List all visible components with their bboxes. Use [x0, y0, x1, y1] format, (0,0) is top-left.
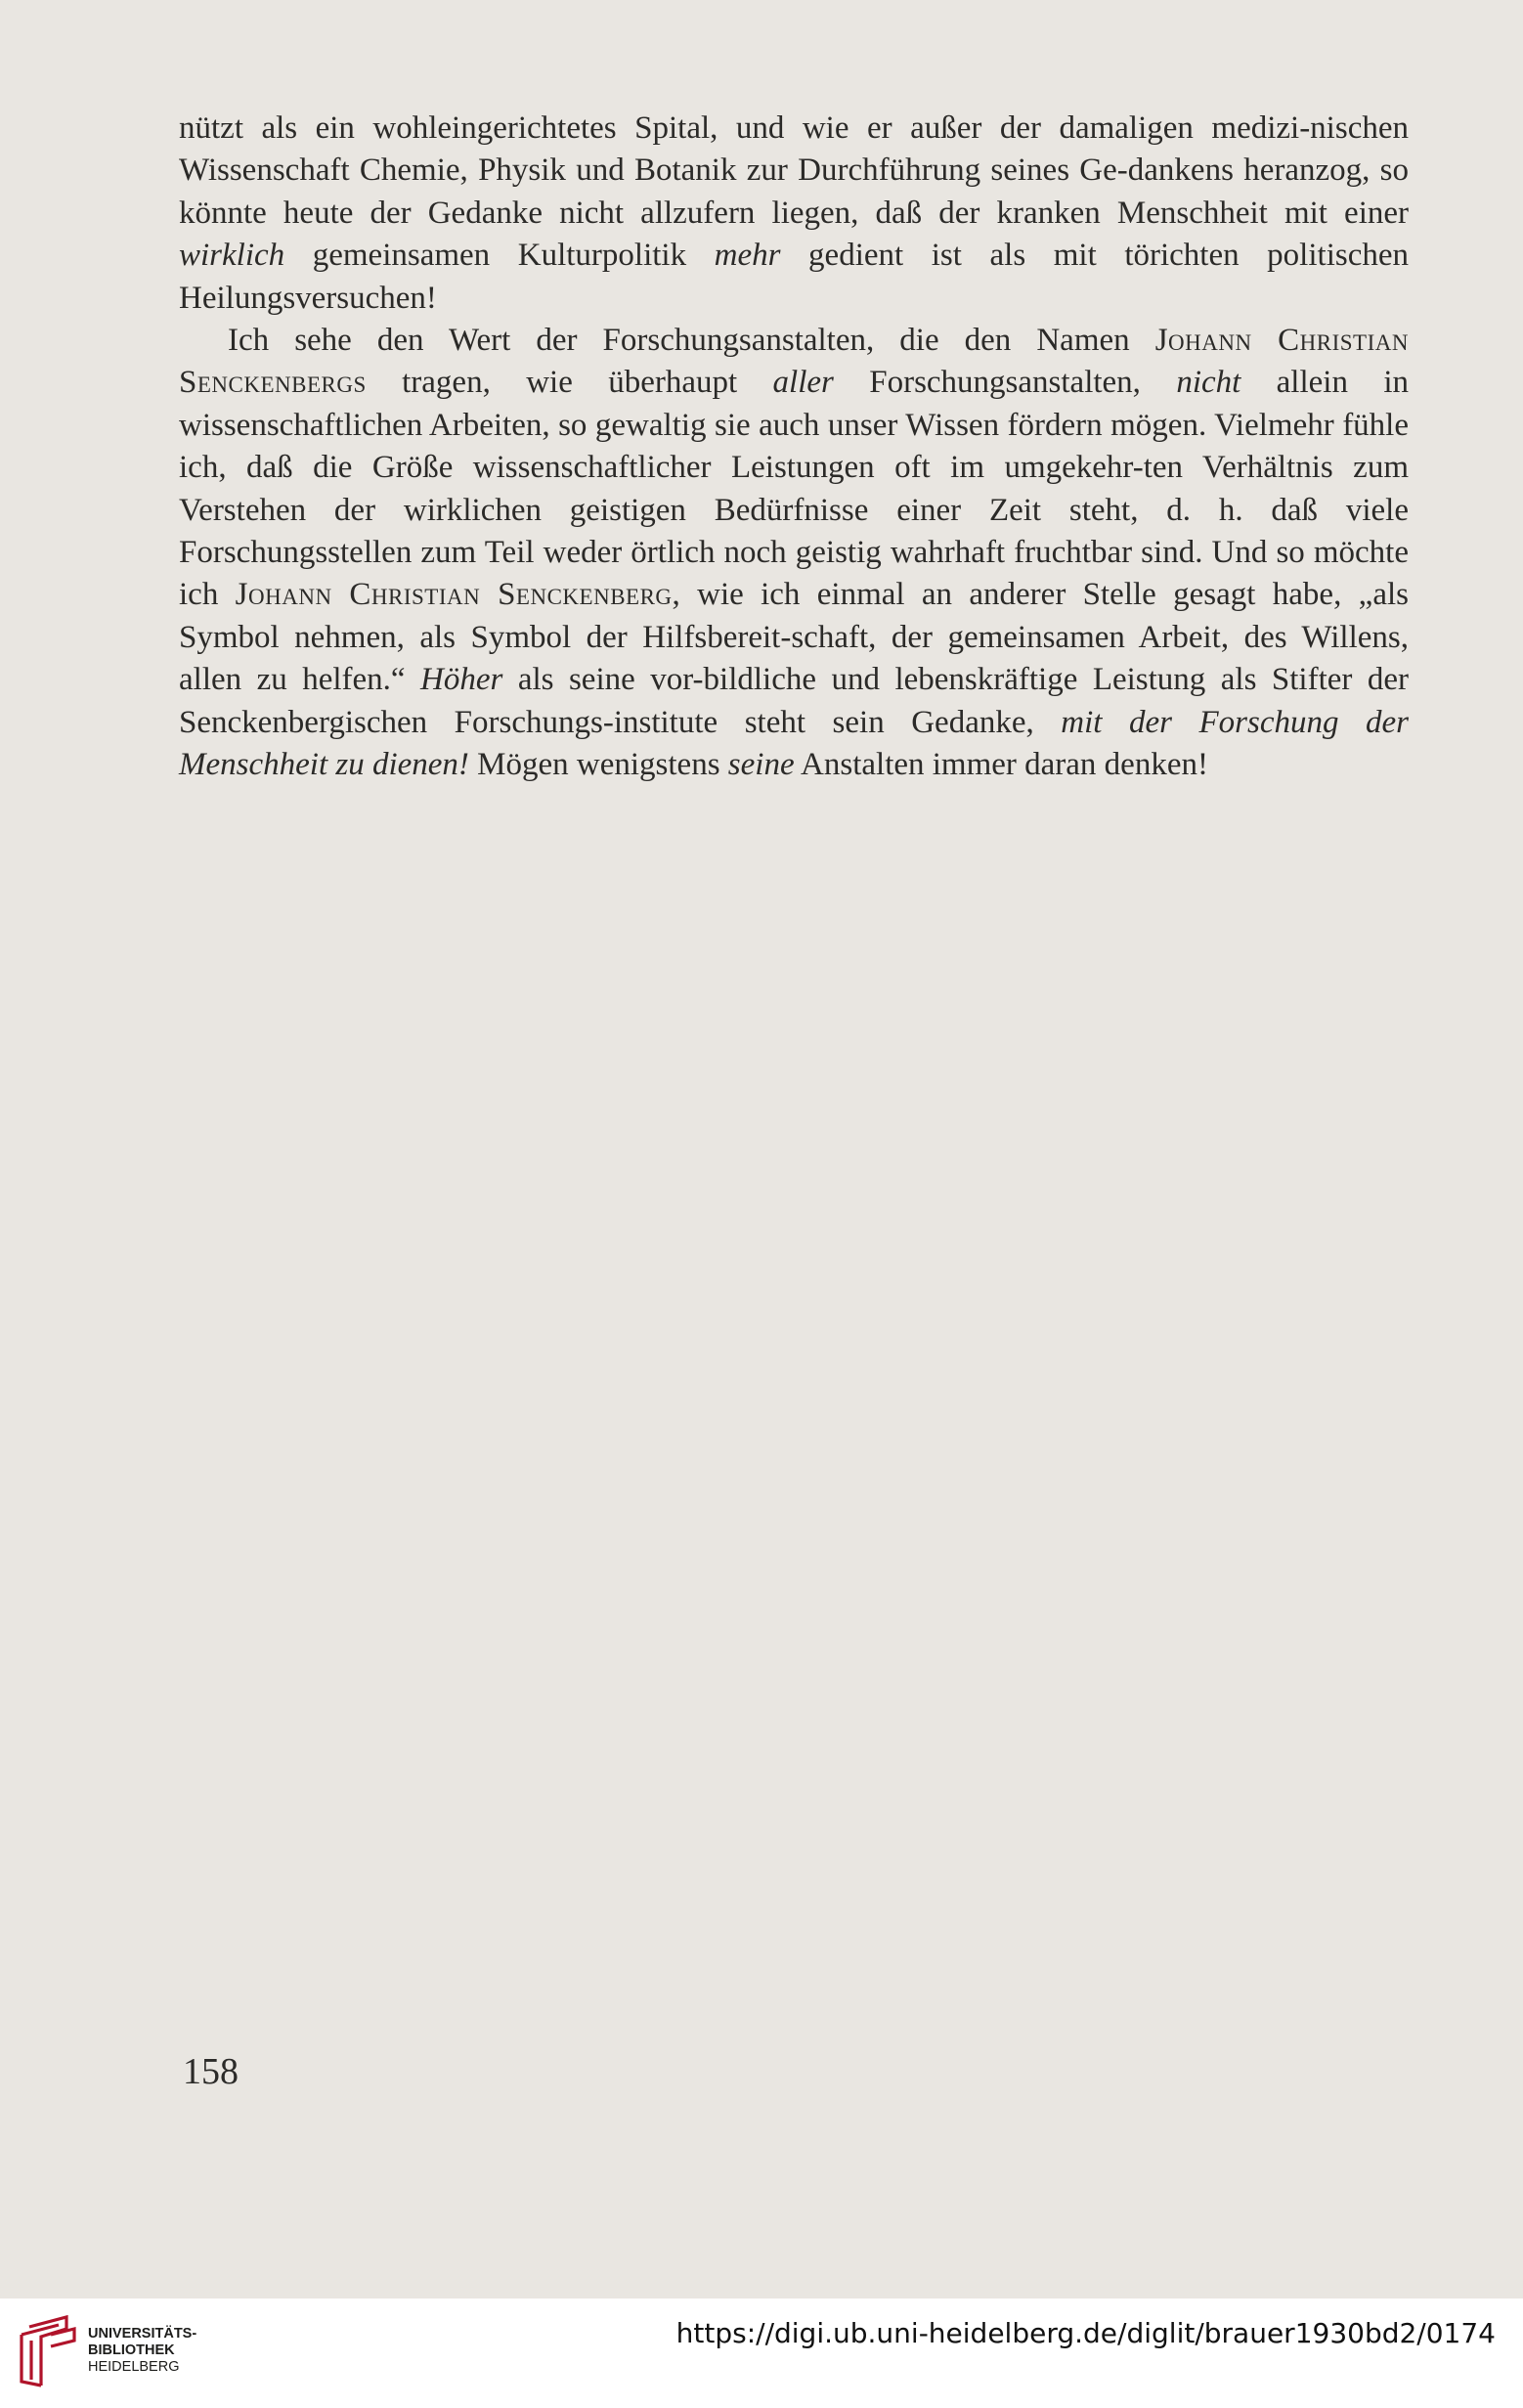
paragraph-1: [179, 108, 1409, 320]
emphasis: mehr: [714, 238, 781, 274]
body-text: [179, 108, 1409, 787]
paragraph-2: [179, 320, 1409, 786]
library-name-line-3: HEIDELBERG: [88, 2359, 180, 2375]
text-run: gedient ist als mit törichten politischen Heilungsversuchen!: [179, 238, 1409, 316]
page-number: 158: [183, 2051, 239, 2092]
emphasis: nicht: [1176, 365, 1241, 401]
library-name-line-2: BIBLIOTHEK: [88, 2342, 175, 2358]
emphasis: aller: [772, 365, 834, 401]
text-run: Ich sehe den Wert der Forschungsanstalten, die den Namen: [228, 323, 1155, 359]
emphasis: mit der Forschung der Menschheit zu dienen!: [179, 704, 1409, 783]
text-run: allein in wissenschaftlichen Arbeiten, so gewaltig sie auch unser Wissen fördern mögen. Vielmehr fühle ich, daß die Größe wissenschaftlicher Leistungen oft im umgekehr-ten Verhältnis zum Verstehen der wirklichen geistigen Bedürfnisse einer Zeit steht, d. h. daß viele Forschungsstellen zum Teil weder örtlich noch geistig wahrhaft fruchtbar sind. Und so möchte ich: [179, 365, 1409, 613]
emphasis: seine: [727, 747, 795, 783]
text-run: , wie ich einmal an anderer Stelle gesagt habe, „als Symbol nehmen, als Symbol der Hilfsbereit-schaft, der gemeinsamen Arbeit, des Willens, allen zu helfen.“: [179, 577, 1409, 698]
footer-bar: [0, 2299, 1523, 2408]
text-run: Anstalten immer daran denken!: [794, 747, 1208, 783]
permalink-url[interactable]: https://digi.ub.uni-heidelberg.de/diglit/brauer1930bd2/0174: [675, 2317, 1496, 2349]
emphasis: wirklich: [179, 238, 285, 274]
small-caps-name: Johann Christian Senckenberg: [235, 577, 673, 613]
ub-heidelberg-logo-icon: [18, 2313, 78, 2389]
text-run: als seine vor-bildliche und lebenskräftige Leistung als Stifter der Senckenbergischen Forschungs-institute steht sein Gedanke,: [179, 662, 1409, 740]
text-run: gemeinsamen Kulturpolitik: [284, 238, 715, 274]
text-run: Mögen wenigstens: [468, 747, 728, 783]
library-name: [88, 2326, 196, 2376]
text-run: Forschungsanstalten,: [833, 365, 1177, 401]
library-name-line-1: UNIVERSITÄTS-: [88, 2326, 197, 2342]
emphasis: Höher: [420, 662, 503, 698]
text-run: nützt als ein wohleingerichtetes Spital, und wie er außer der damaligen medizi-nischen Wissenschaft Chemie, Physik und Botanik zur Durchführung seines Ge-dankens heranzog, so könnte heute der Gedanke nicht allzufern liegen, daß der kranken Menschheit mit einer: [179, 110, 1409, 231]
small-caps-name: Johann Christian Senckenbergs: [179, 323, 1409, 401]
text-run: tragen, wie überhaupt: [366, 365, 773, 401]
